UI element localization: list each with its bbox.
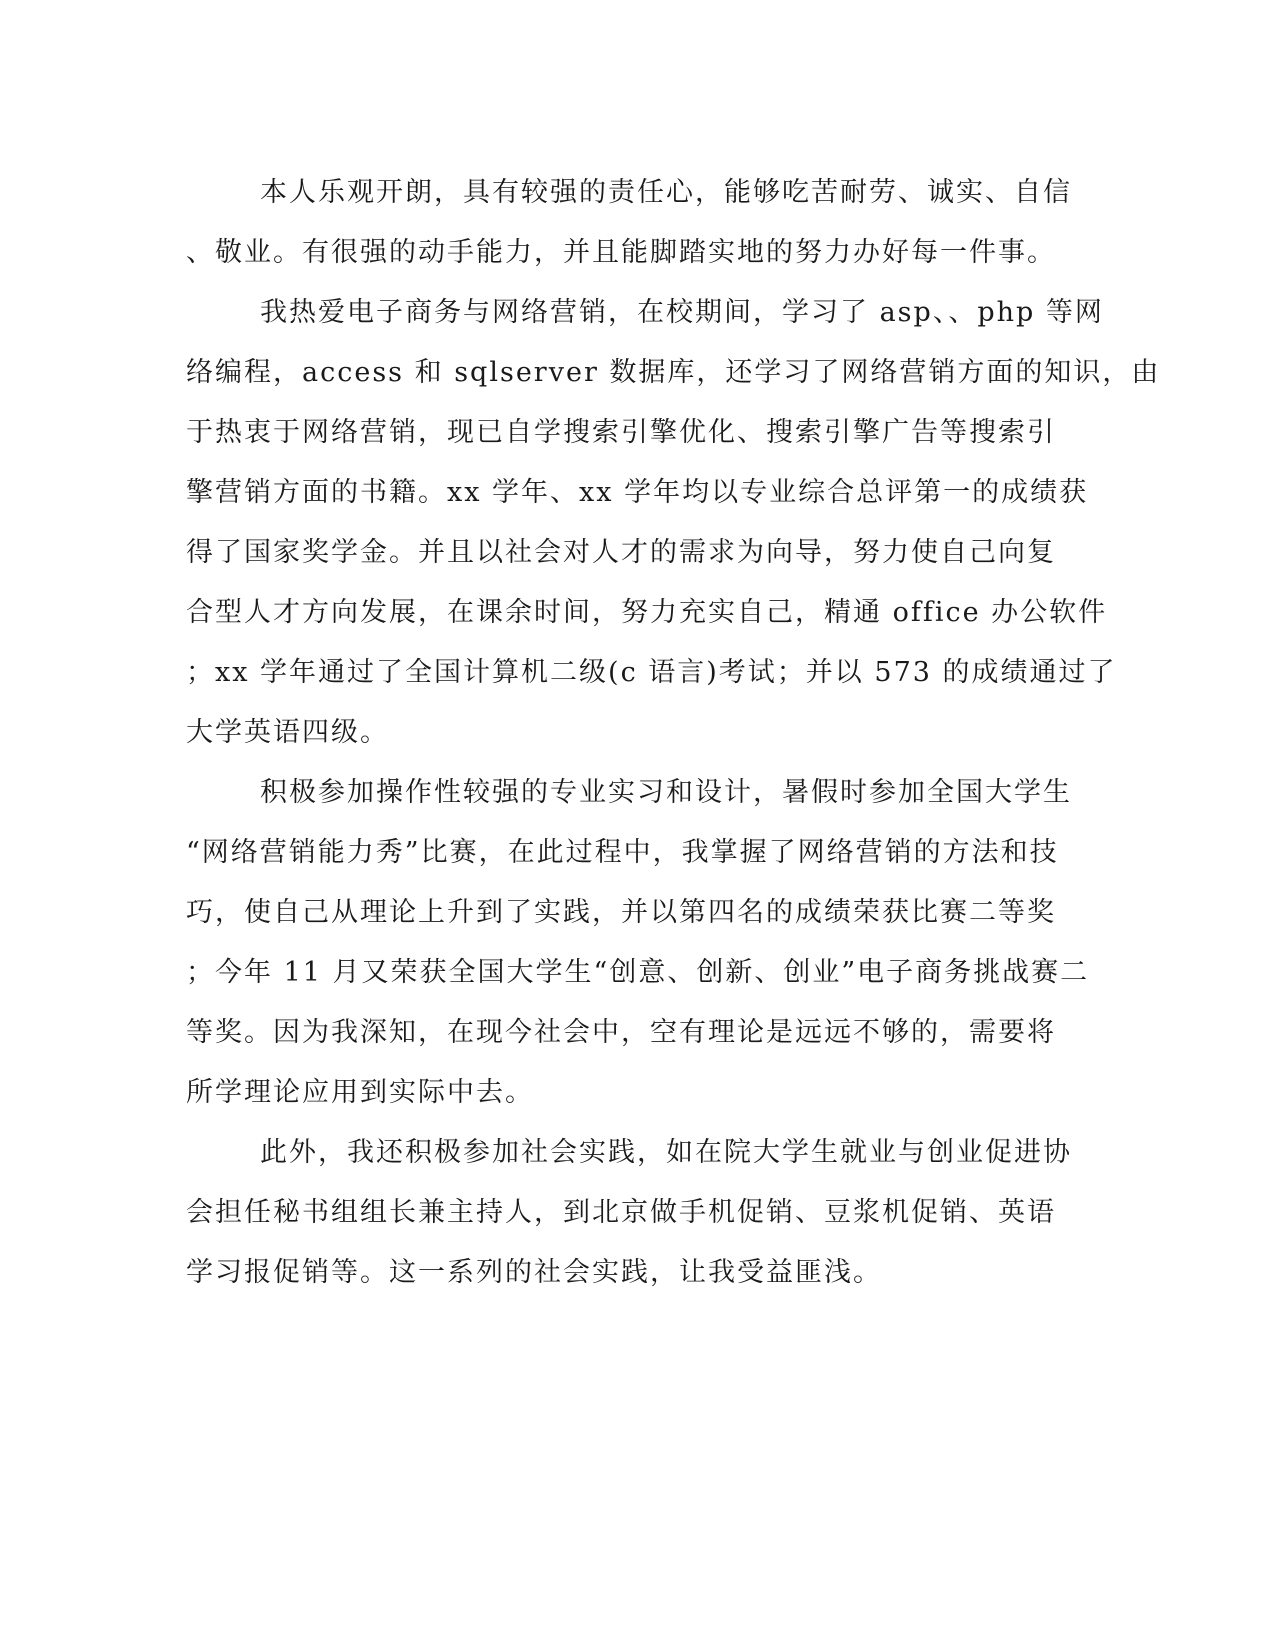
paragraph-line: 大学英语四级。 xyxy=(186,717,389,748)
paragraph-line: 于热衷于网络营销，现已自学搜索引擎优化、搜索引擎广告等搜索引 xyxy=(186,417,1056,448)
paragraph-line: 积极参加操作性较强的专业实习和设计，暑假时参加全国大学生 xyxy=(260,777,1072,808)
paragraph-3 xyxy=(186,763,1090,1123)
paragraph-line: 学习报促销等。这一系列的社会实践，让我受益匪浅。 xyxy=(186,1257,882,1288)
paragraph-line: 本人乐观开朗，具有较强的责任心，能够吃苦耐劳、诚实、自信 xyxy=(260,177,1072,208)
document-body xyxy=(186,163,1161,1303)
paragraph-line: 合型人才方向发展，在课余时间，努力充实自己，精通 office 办公软件 xyxy=(186,597,1108,628)
paragraph-line: 会担任秘书组组长兼主持人，到北京做手机促销、豆浆机促销、英语 xyxy=(186,1197,1056,1228)
paragraph-line: 络编程，access 和 sqlserver 数据库，还学习了网络营销方面的知识，由 xyxy=(186,357,1161,388)
paragraph-line: 巧，使自己从理论上升到了实践，并以第四名的成绩荣获比赛二等奖 xyxy=(186,897,1056,928)
paragraph-line: 我热爱电子商务与网络营销，在校期间，学习了 asp、、php 等网 xyxy=(260,297,1104,328)
paragraph-2 xyxy=(186,283,1161,763)
paragraph-4 xyxy=(186,1123,1086,1303)
paragraph-line: 得了国家奖学金。并且以社会对人才的需求为向导，努力使自己向复 xyxy=(186,537,1056,568)
paragraph-line: ；今年 11 月又荣获全国大学生“创意、创新、创业”电子商务挑战赛二 xyxy=(186,957,1090,988)
paragraph-1 xyxy=(186,163,1086,283)
paragraph-line: 、敬业。有很强的动手能力，并且能脚踏实地的努力办好每一件事。 xyxy=(186,237,1056,268)
paragraph-line: 所学理论应用到实际中去。 xyxy=(186,1077,534,1108)
paragraph-line: 擎营销方面的书籍。xx 学年、xx 学年均以专业综合总评第一的成绩获 xyxy=(186,477,1089,508)
paragraph-line: ；xx 学年通过了全国计算机二级(c 语言)考试；并以 573 的成绩通过了 xyxy=(186,657,1117,688)
paragraph-line: 此外，我还积极参加社会实践，如在院大学生就业与创业促进协 xyxy=(260,1137,1072,1168)
paragraph-line: 等奖。因为我深知，在现今社会中，空有理论是远远不够的，需要将 xyxy=(186,1017,1056,1048)
paragraph-line: “网络营销能力秀”比赛，在此过程中，我掌握了网络营销的方法和技 xyxy=(186,837,1059,868)
